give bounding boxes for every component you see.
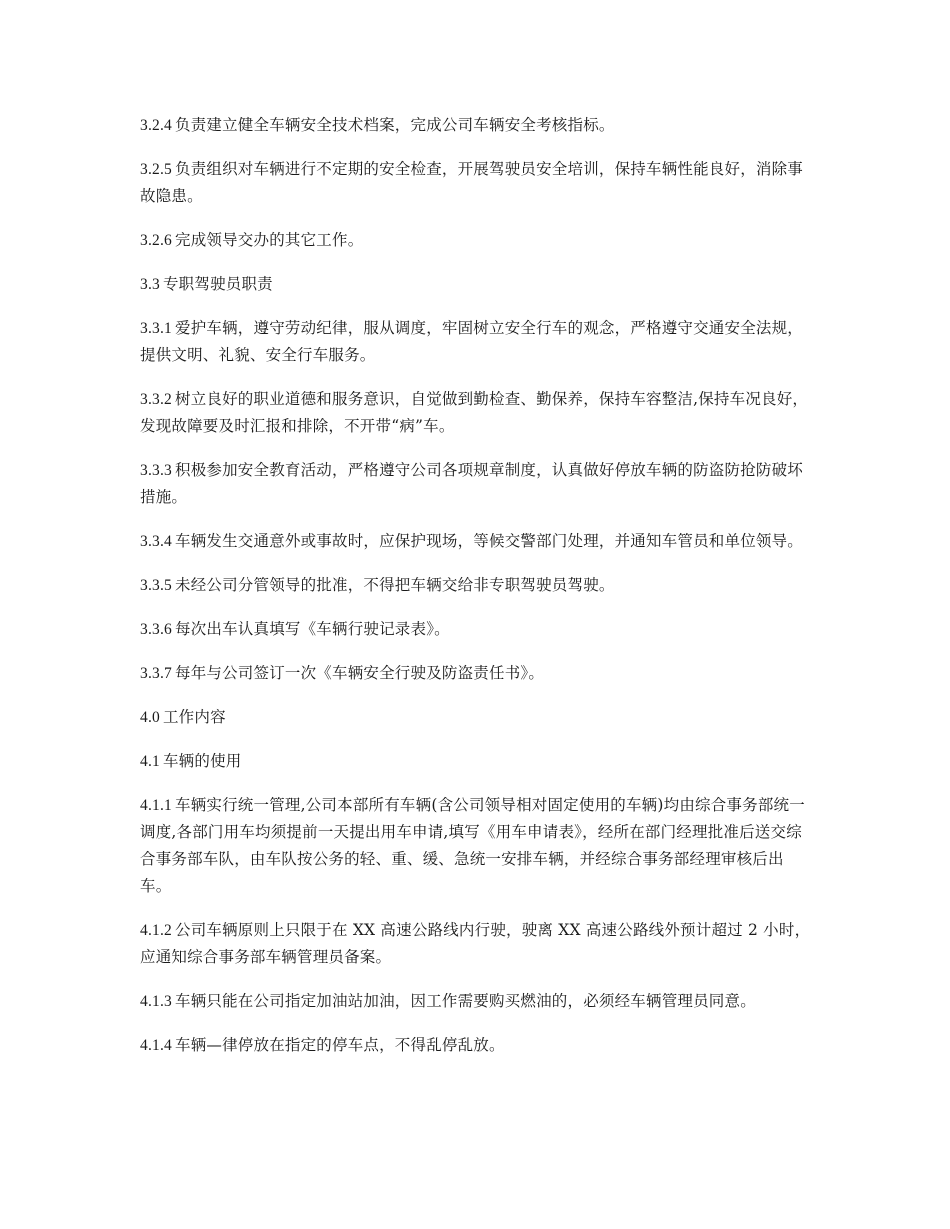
clause-text: 车辆发生交通意外或事故时，应保护现场，等候交警部门处理，并通知车管员和单位领导。 xyxy=(175,532,804,550)
paragraph-4-1-2 xyxy=(140,917,812,971)
paragraph-3-3-3 xyxy=(140,457,812,511)
clause-text: 树立良好的职业道德和服务意识，自觉做到勤检查、勤保养，保持车容整洁,保持车况良好，发现故障要及时汇报和排除，不开带“病”车。 xyxy=(140,390,809,435)
clause-text: 负责建立健全车辆安全技术档案，完成公司车辆安全考核指标。 xyxy=(175,116,615,134)
paragraph-3-3-4 xyxy=(140,528,812,555)
clause-text: 车辆只能在公司指定加油站加油，因工作需要购买燃油的，必须经车辆管理员同意。 xyxy=(175,992,756,1010)
clause-text: 爱护车辆，遵守劳动纪律，服从调度，牢固树立安全行车的观念，严格遵守交通安全法规，提供文明、礼貌、安全行车服务。 xyxy=(140,319,804,364)
clause-number: 4.1.1 xyxy=(140,797,172,814)
clause-text: 公司车辆原则上只限于在 XX 高速公路线内行驶，驶离 XX 高速公路线外预计超过 2 小时，应通知综合事务部车辆管理员备案。 xyxy=(140,921,811,966)
document-page xyxy=(140,112,812,1076)
paragraph-3-2-6 xyxy=(140,227,812,254)
paragraph-3-3-1 xyxy=(140,315,812,369)
section-number: 4.0 xyxy=(140,709,160,726)
paragraph-3-3-6 xyxy=(140,616,812,643)
clause-text: 负责组织对车辆进行不定期的安全检查，开展驾驶员安全培训，保持车辆性能良好，消除事故隐患。 xyxy=(140,160,804,205)
section-title: 车辆的使用 xyxy=(162,752,242,770)
clause-text: 积极参加安全教育活动，严格遵守公司各项规章制度，认真做好停放车辆的防盗防抢防破坏措施。 xyxy=(140,461,804,506)
clause-text: 每次出车认真填写《车辆行驶记录表》。 xyxy=(175,620,450,638)
clause-text: 每年与公司签订一次《车辆安全行驶及防盗责任书》。 xyxy=(175,664,545,682)
section-heading-3-3 xyxy=(140,271,812,298)
section-heading-4-0 xyxy=(140,704,812,731)
clause-number: 3.3.3 xyxy=(140,462,172,479)
clause-number: 3.3.5 xyxy=(140,577,172,594)
paragraph-4-1-1 xyxy=(140,792,812,900)
clause-number: 3.3.7 xyxy=(140,665,172,682)
paragraph-3-3-5 xyxy=(140,572,812,599)
clause-text: 完成领导交办的其它工作。 xyxy=(175,231,364,249)
clause-number: 3.2.6 xyxy=(140,232,172,249)
paragraph-4-1-3 xyxy=(140,988,812,1015)
clause-number: 4.1.2 xyxy=(140,922,172,939)
clause-number: 3.3.6 xyxy=(140,621,172,638)
paragraph-4-1-4 xyxy=(140,1032,812,1059)
clause-number: 4.1.4 xyxy=(140,1037,172,1054)
clause-number: 3.2.5 xyxy=(140,161,172,178)
paragraph-3-3-7 xyxy=(140,660,812,687)
section-number: 4.1 xyxy=(140,753,160,770)
clause-number: 3.3.1 xyxy=(140,320,172,337)
clause-text: 车辆实行统一管理,公司本部所有车辆(含公司领导相对固定使用的车辆)均由综合事务部统一调度,各部门用车均须提前一天提出用车申请,填写《用车申请表》，经所在部门经理批准后送交综合事务部车队，由车队按公务的轻、重、缓、急统一安排车辆，并经综合事务部经理审核后出车。 xyxy=(140,796,805,895)
clause-text: 未经公司分管领导的批准，不得把车辆交给非专职驾驶员驾驶。 xyxy=(175,576,615,594)
clause-number: 4.1.3 xyxy=(140,993,172,1010)
clause-number: 3.3.4 xyxy=(140,533,172,550)
paragraph-3-3-2 xyxy=(140,386,812,440)
clause-number: 3.2.4 xyxy=(140,117,172,134)
section-heading-4-1 xyxy=(140,748,812,775)
clause-number: 3.3.2 xyxy=(140,391,172,408)
section-title: 工作内容 xyxy=(162,708,226,726)
paragraph-3-2-4 xyxy=(140,112,812,139)
clause-text: 车辆—律停放在指定的停车点，不得乱停乱放。 xyxy=(175,1036,505,1054)
paragraph-3-2-5 xyxy=(140,156,812,210)
section-number: 3.3 xyxy=(140,276,160,293)
section-title: 专职驾驶员职责 xyxy=(162,275,273,293)
